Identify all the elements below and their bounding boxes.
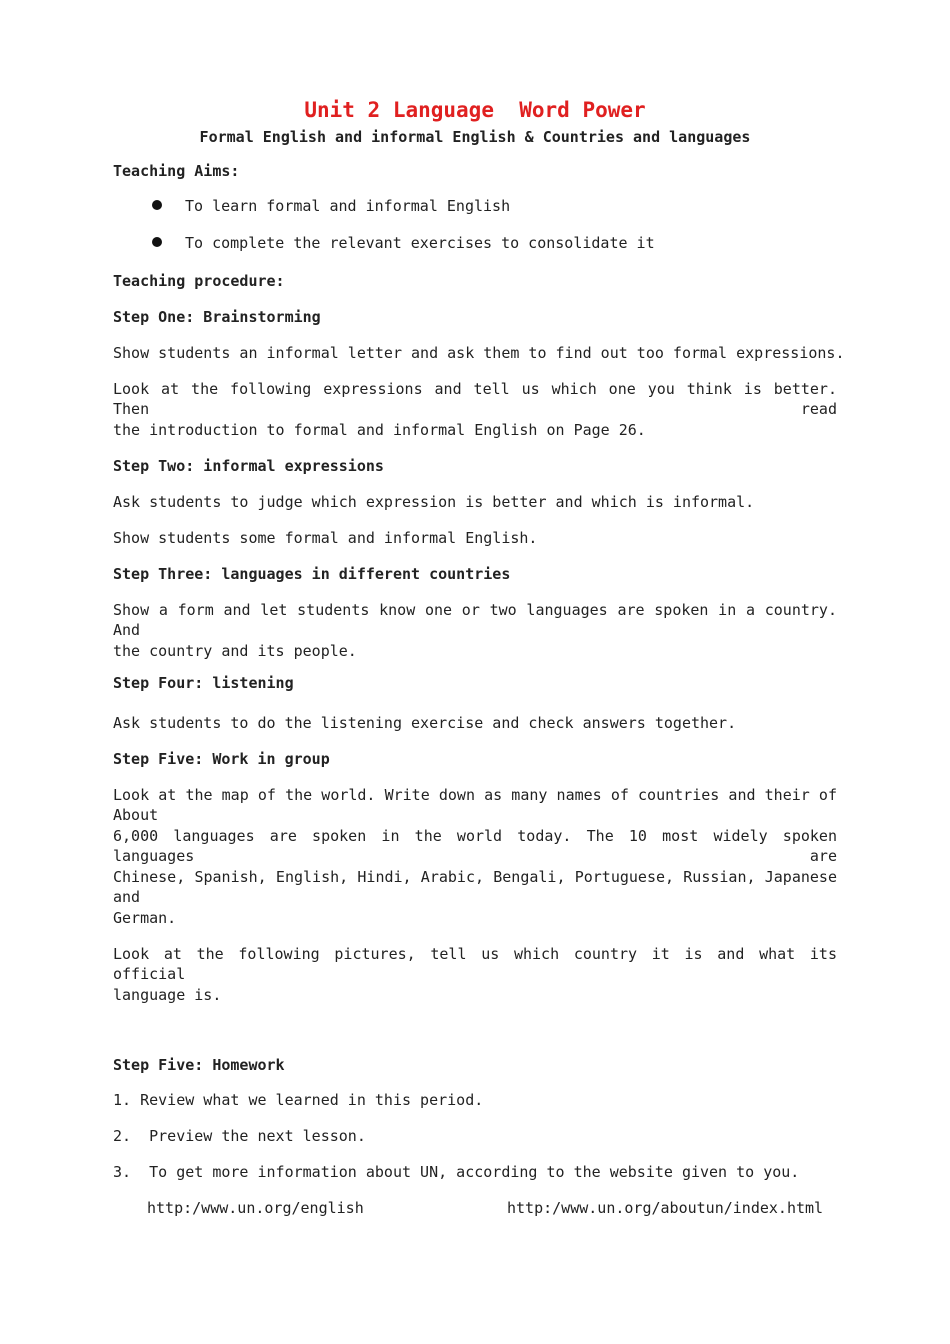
step-two-text: Show students some formal and informal English. bbox=[113, 529, 538, 547]
homework-item: 2. Preview the next lesson. bbox=[113, 1127, 366, 1145]
homework-item: 3. To get more information about UN, according to the website given to you. bbox=[113, 1163, 800, 1181]
step-one-heading: Step One: Brainstorming bbox=[113, 308, 321, 326]
page-title: Unit 2 Language Word Power bbox=[304, 98, 646, 122]
step-four-text: Ask students to do the listening exercise and check answers together. bbox=[113, 714, 737, 732]
aims-heading: Teaching Aims: bbox=[113, 162, 240, 180]
step-five-text: Chinese, Spanish, English, Hindi, Arabic, Bengali, Portuguese, Russian, Japanese and bbox=[113, 868, 837, 906]
page-subtitle: Formal English and informal English & Countries and languages bbox=[199, 128, 751, 146]
step-three-text: Show a form and let students know one or two languages are spoken in a country. And bbox=[113, 601, 837, 639]
step-five-text: Look at the map of the world. Write down as many names of countries and their of About bbox=[113, 786, 837, 824]
homework-heading: Step Five: Homework bbox=[113, 1056, 285, 1074]
aim-item: To complete the relevant exercises to consolidate it bbox=[185, 234, 655, 252]
step-three-text: the country and its people. bbox=[113, 642, 357, 660]
homework-item: 1. Review what we learned in this period. bbox=[113, 1091, 484, 1109]
step-four-heading: Step Four: listening bbox=[113, 674, 294, 692]
step-five-heading: Step Five: Work in group bbox=[113, 750, 330, 768]
step-two-text: Ask students to judge which expression is better and which is informal. bbox=[113, 493, 755, 511]
website-link[interactable]: http:/www.un.org/aboutun/index.html bbox=[507, 1199, 824, 1217]
step-three-heading: Step Three: languages in different countries bbox=[113, 565, 511, 583]
step-five-text: 6,000 languages are spoken in the world today. The 10 most widely spoken languages are bbox=[113, 827, 837, 865]
bullet-icon bbox=[152, 237, 162, 247]
bullet-icon bbox=[152, 200, 162, 210]
step-five-text: German. bbox=[113, 909, 177, 927]
step-two-heading: Step Two: informal expressions bbox=[113, 457, 384, 475]
step-one-text: Look at the following expressions and tell us which one you think is better. Then read bbox=[113, 380, 837, 418]
aim-item: To learn formal and informal English bbox=[185, 197, 511, 215]
website-link[interactable]: http:/www.un.org/english bbox=[147, 1199, 364, 1217]
procedure-heading: Teaching procedure: bbox=[113, 272, 285, 290]
step-five-text: language is. bbox=[113, 986, 222, 1004]
step-one-text: Show students an informal letter and ask them to find out too formal expressions. bbox=[113, 344, 845, 362]
step-five-text: Look at the following pictures, tell us which country it is and what its official bbox=[113, 945, 837, 983]
step-one-text: the introduction to formal and informal English on Page 26. bbox=[113, 421, 646, 439]
